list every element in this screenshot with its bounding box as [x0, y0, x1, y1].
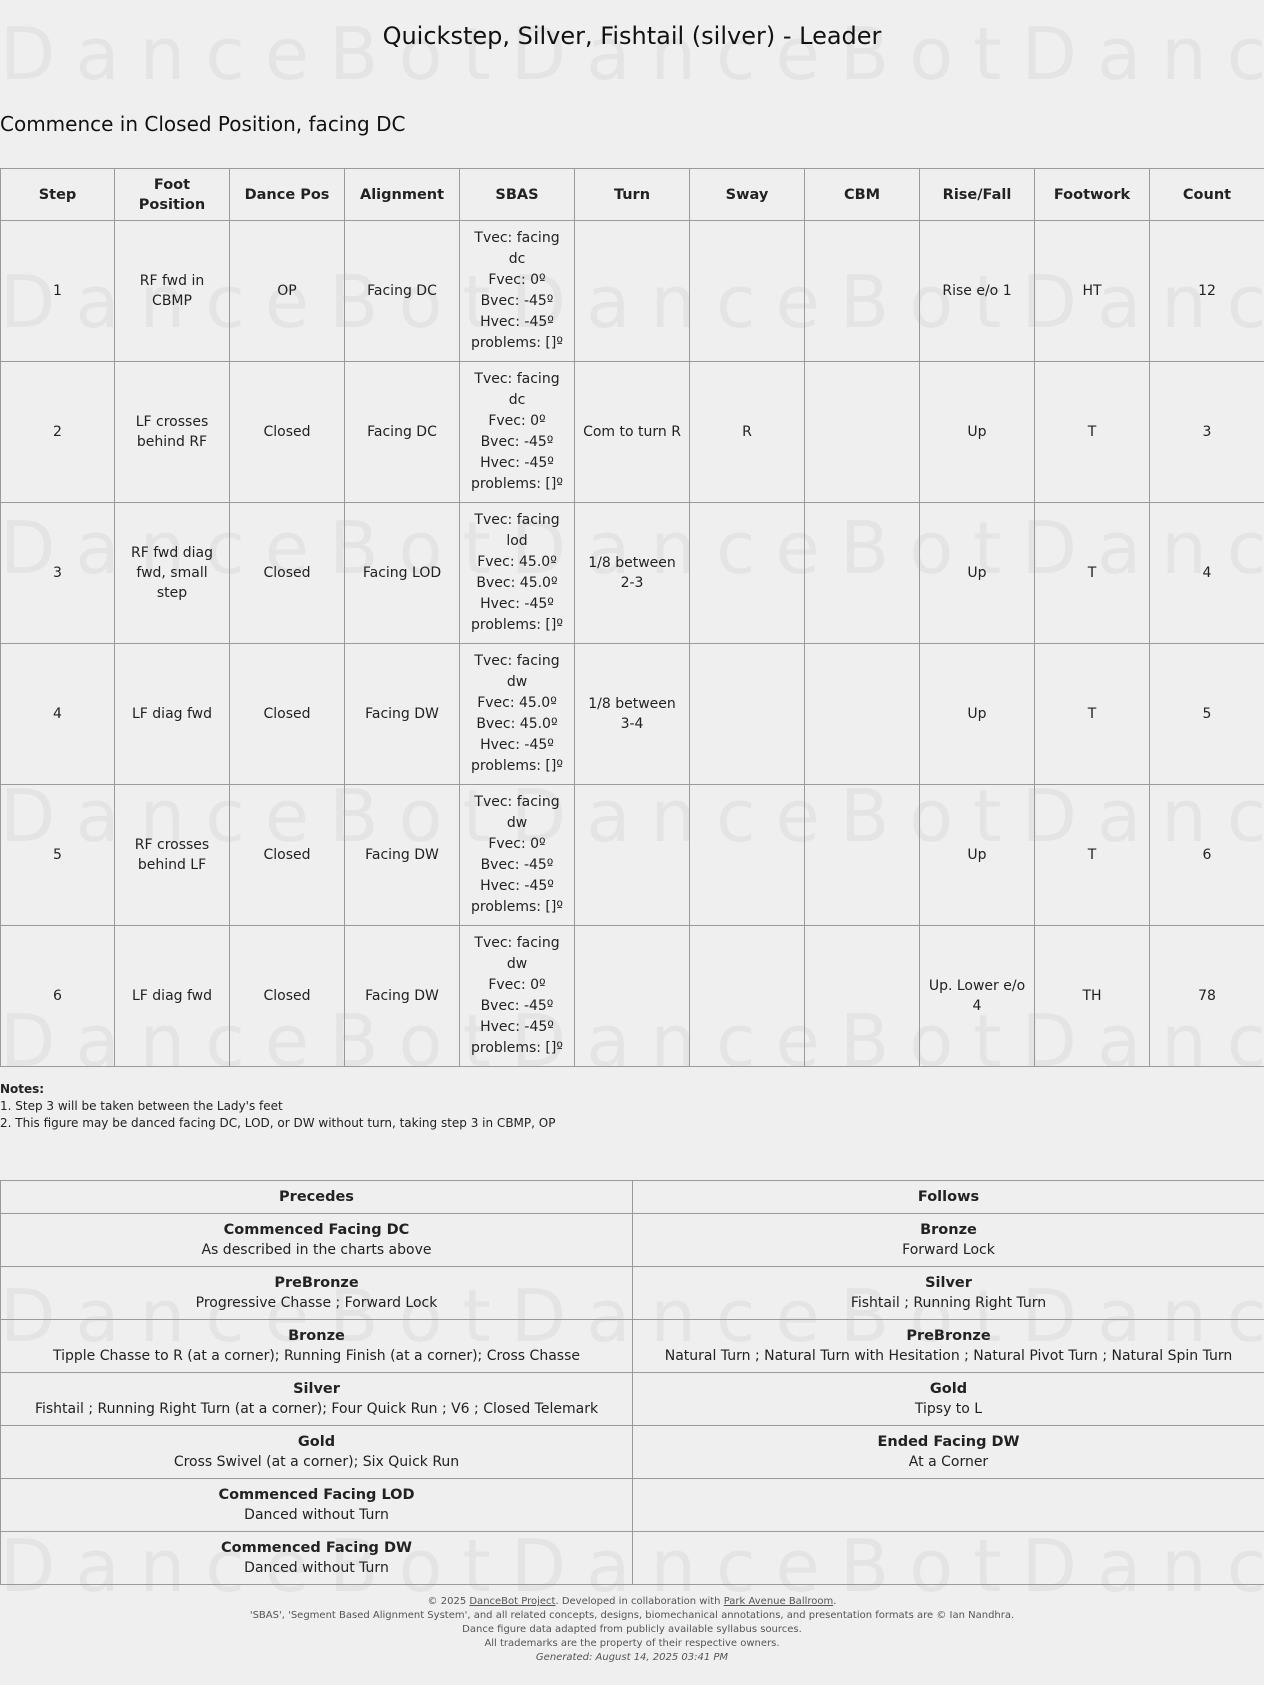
notes	[0, 1081, 1264, 1132]
cell-sway	[690, 221, 805, 362]
cell-footwork: T	[1035, 644, 1150, 785]
cell-sway	[690, 644, 805, 785]
precedes-cell	[1, 1320, 633, 1373]
footer-period: .	[833, 1596, 837, 1607]
sbas-line: Tvec: facing dw	[474, 794, 560, 831]
relation-description: Tipple Chasse to R (at a corner); Running Finish (at a corner); Cross Chasse	[53, 1348, 580, 1364]
sbas-line: Bvec: -45º	[480, 434, 554, 450]
step-row	[1, 785, 1264, 926]
relation-title: PreBronze	[906, 1328, 991, 1344]
page-title: Quickstep, Silver, Fishtail (silver) - Leader	[382, 22, 882, 50]
col-header-sbas: SBAS	[460, 169, 575, 221]
sbas-line: Bvec: 45.0º	[476, 575, 558, 591]
relation-description: Forward Lock	[902, 1242, 995, 1258]
relation-description: Tipsy to L	[914, 1401, 983, 1417]
follows-cell	[633, 1214, 1264, 1267]
precedes-cell	[1, 1267, 633, 1320]
cell-rise-fall: Up	[920, 362, 1035, 503]
step-row	[1, 362, 1264, 503]
cell-rise-fall: Rise e/o 1	[920, 221, 1035, 362]
col-header-rise-fall: Rise/Fall	[920, 169, 1035, 221]
cell-step: 1	[1, 221, 115, 362]
cell-foot-position: LF diag fwd	[115, 644, 230, 785]
precedes-cell	[1, 1426, 633, 1479]
cell-turn	[575, 785, 690, 926]
cell-rise-fall: Up	[920, 503, 1035, 644]
relation-row	[1, 1267, 1264, 1320]
relation-row	[1, 1214, 1264, 1267]
cell-dance-pos: Closed	[230, 926, 345, 1067]
cell-step: 6	[1, 926, 115, 1067]
col-header-alignment: Alignment	[345, 169, 460, 221]
follows-cell	[633, 1479, 1264, 1532]
step-row	[1, 926, 1264, 1067]
cell-alignment: Facing DW	[345, 644, 460, 785]
precedes-cell	[1, 1479, 633, 1532]
park-avenue-ballroom-link[interactable]: Park Avenue Ballroom	[723, 1596, 834, 1607]
sbas-line: Hvec: -45º	[480, 596, 554, 612]
relation-row	[1, 1373, 1264, 1426]
cell-cbm	[805, 644, 920, 785]
step-row	[1, 503, 1264, 644]
col-header-step: Step	[1, 169, 115, 221]
sbas-line: Tvec: facing dw	[474, 653, 560, 690]
relation-description: At a Corner	[908, 1454, 989, 1470]
cell-cbm	[805, 221, 920, 362]
relations-table	[0, 1180, 1264, 1585]
sbas-line: Bvec: -45º	[480, 857, 554, 873]
sbas-line: Hvec: -45º	[480, 1019, 554, 1035]
cell-count: 5	[1150, 644, 1264, 785]
cell-sway	[690, 503, 805, 644]
cell-rise-fall: Up	[920, 785, 1035, 926]
cell-cbm	[805, 785, 920, 926]
copyright-text: © 2025	[427, 1596, 470, 1607]
precedes-cell	[1, 1214, 633, 1267]
relation-description: Fishtail ; Running Right Turn (at a corner); Four Quick Run ; V6 ; Closed Telemark	[34, 1401, 599, 1417]
cell-footwork: T	[1035, 785, 1150, 926]
step-row	[1, 644, 1264, 785]
cell-footwork: T	[1035, 503, 1150, 644]
data-source-note: Dance figure data adapted from publicly available syllabus sources.	[462, 1624, 802, 1635]
footer	[0, 1595, 1264, 1665]
cell-turn	[575, 221, 690, 362]
cell-sbas	[460, 644, 575, 785]
trademark-note: All trademarks are the property of their respective owners.	[484, 1638, 780, 1649]
cell-sway	[690, 785, 805, 926]
relation-row	[1, 1320, 1264, 1373]
relation-description: Natural Turn ; Natural Turn with Hesitation ; Natural Pivot Turn ; Natural Spin Turn	[664, 1348, 1233, 1364]
relations-header-row	[1, 1181, 1264, 1214]
cell-dance-pos: Closed	[230, 503, 345, 644]
cell-rise-fall: Up	[920, 644, 1035, 785]
sbas-line: Fvec: 0º	[488, 977, 546, 993]
relation-title: PreBronze	[274, 1275, 359, 1291]
follows-header: Follows	[633, 1181, 1264, 1214]
relation-title: Ended Facing DW	[877, 1434, 1020, 1450]
precedes-cell	[1, 1532, 633, 1585]
relation-description: Cross Swivel (at a corner); Six Quick Run	[173, 1454, 460, 1470]
col-header-foot-position: Foot Position	[115, 169, 230, 221]
relation-row	[1, 1479, 1264, 1532]
col-header-sway: Sway	[690, 169, 805, 221]
commence-heading: Commence in Closed Position, facing DC	[0, 112, 406, 136]
collab-text: . Developed in collaboration with	[555, 1596, 724, 1607]
relation-title: Bronze	[288, 1328, 345, 1344]
cell-sway: R	[690, 362, 805, 503]
cell-foot-position: RF fwd diag fwd, small step	[115, 503, 230, 644]
note-item: 1. Step 3 will be taken between the Lady's feet	[0, 1099, 283, 1113]
cell-rise-fall: Up. Lower e/o 4	[920, 926, 1035, 1067]
cell-alignment: Facing DC	[345, 221, 460, 362]
cell-footwork: TH	[1035, 926, 1150, 1067]
cell-footwork: T	[1035, 362, 1150, 503]
relation-title: Silver	[293, 1381, 340, 1397]
relation-description: Danced without Turn	[244, 1507, 389, 1523]
cell-count: 4	[1150, 503, 1264, 644]
relation-title: Gold	[297, 1434, 336, 1450]
sbas-line: Tvec: facing dc	[474, 371, 560, 408]
sbas-line: Hvec: -45º	[480, 455, 554, 471]
relation-title: Gold	[929, 1381, 968, 1397]
relation-description: Progressive Chasse ; Forward Lock	[195, 1295, 438, 1311]
cell-step: 4	[1, 644, 115, 785]
cell-foot-position: RF fwd in CBMP	[115, 221, 230, 362]
cell-turn	[575, 926, 690, 1067]
sbas-line: Fvec: 45.0º	[477, 554, 557, 570]
relation-title: Commenced Facing LOD	[218, 1487, 415, 1503]
relation-title: Silver	[925, 1275, 972, 1291]
cell-alignment: Facing DW	[345, 926, 460, 1067]
cell-foot-position: RF crosses behind LF	[115, 785, 230, 926]
cell-turn: Com to turn R	[575, 362, 690, 503]
cell-foot-position: LF crosses behind RF	[115, 362, 230, 503]
sbas-copyright: 'SBAS', 'Segment Based Alignment System', and all related concepts, designs, biomechanical annotations, and presentation formats are © Ian Nandhra.	[249, 1610, 1015, 1621]
sbas-line: Tvec: facing lod	[474, 512, 560, 549]
sbas-line: Hvec: -45º	[480, 314, 554, 330]
sbas-line: problems: []º	[471, 758, 563, 774]
follows-cell	[633, 1320, 1264, 1373]
follows-cell	[633, 1532, 1264, 1585]
cell-alignment: Facing LOD	[345, 503, 460, 644]
cell-count: 3	[1150, 362, 1264, 503]
relation-description: Danced without Turn	[244, 1560, 389, 1576]
sbas-line: Fvec: 0º	[488, 272, 546, 288]
cell-sbas	[460, 503, 575, 644]
cell-step: 5	[1, 785, 115, 926]
cell-dance-pos: Closed	[230, 785, 345, 926]
relation-title: Commenced Facing DC	[223, 1222, 410, 1238]
sbas-line: problems: []º	[471, 899, 563, 915]
cell-dance-pos: Closed	[230, 644, 345, 785]
cell-dance-pos: Closed	[230, 362, 345, 503]
cell-sbas	[460, 362, 575, 503]
cell-step: 2	[1, 362, 115, 503]
follows-cell	[633, 1267, 1264, 1320]
cell-turn: 1/8 between 2-3	[575, 503, 690, 644]
cell-alignment: Facing DC	[345, 362, 460, 503]
steps-table	[0, 168, 1264, 1067]
relation-title: Commenced Facing DW	[220, 1540, 413, 1556]
cell-foot-position: LF diag fwd	[115, 926, 230, 1067]
follows-cell	[633, 1426, 1264, 1479]
cell-cbm	[805, 362, 920, 503]
sbas-line: Fvec: 0º	[488, 413, 546, 429]
relation-row	[1, 1426, 1264, 1479]
cell-count: 6	[1150, 785, 1264, 926]
relation-description: As described in the charts above	[201, 1242, 432, 1258]
col-header-footwork: Footwork	[1035, 169, 1150, 221]
cell-alignment: Facing DW	[345, 785, 460, 926]
dancebot-project-link[interactable]: DanceBot Project	[469, 1596, 556, 1607]
steps-header-row	[1, 169, 1264, 221]
sbas-line: Bvec: -45º	[480, 293, 554, 309]
col-header-dance-pos: Dance Pos	[230, 169, 345, 221]
cell-step: 3	[1, 503, 115, 644]
col-header-cbm: CBM	[805, 169, 920, 221]
cell-sway	[690, 926, 805, 1067]
relation-title: Bronze	[920, 1222, 977, 1238]
cell-sbas	[460, 221, 575, 362]
cell-cbm	[805, 503, 920, 644]
relation-row	[1, 1532, 1264, 1585]
sbas-line: Tvec: facing dw	[474, 935, 560, 972]
notes-heading: Notes:	[0, 1082, 45, 1096]
sbas-line: problems: []º	[471, 1040, 563, 1056]
sbas-line: problems: []º	[471, 476, 563, 492]
sbas-line: Bvec: 45.0º	[476, 716, 558, 732]
cell-count: 12	[1150, 221, 1264, 362]
sbas-line: Fvec: 0º	[488, 836, 546, 852]
cell-dance-pos: OP	[230, 221, 345, 362]
generated-timestamp: Generated: August 14, 2025 03:41 PM	[535, 1652, 729, 1663]
cell-turn: 1/8 between 3-4	[575, 644, 690, 785]
precedes-header: Precedes	[1, 1181, 633, 1214]
cell-sbas	[460, 926, 575, 1067]
step-row	[1, 221, 1264, 362]
sbas-line: Hvec: -45º	[480, 737, 554, 753]
cell-footwork: HT	[1035, 221, 1150, 362]
cell-sbas	[460, 785, 575, 926]
col-header-turn: Turn	[575, 169, 690, 221]
cell-cbm	[805, 926, 920, 1067]
sbas-line: Hvec: -45º	[480, 878, 554, 894]
col-header-count: Count	[1150, 169, 1264, 221]
sbas-line: problems: []º	[471, 617, 563, 633]
cell-count: 78	[1150, 926, 1264, 1067]
follows-cell	[633, 1373, 1264, 1426]
note-item: 2. This figure may be danced facing DC, LOD, or DW without turn, taking step 3 in CBMP, OP	[0, 1116, 556, 1130]
precedes-cell	[1, 1373, 633, 1426]
sbas-line: Bvec: -45º	[480, 998, 554, 1014]
relation-description: Fishtail ; Running Right Turn	[850, 1295, 1047, 1311]
sbas-line: Fvec: 45.0º	[477, 695, 557, 711]
sbas-line: Tvec: facing dc	[474, 230, 560, 267]
sbas-line: problems: []º	[471, 335, 563, 351]
